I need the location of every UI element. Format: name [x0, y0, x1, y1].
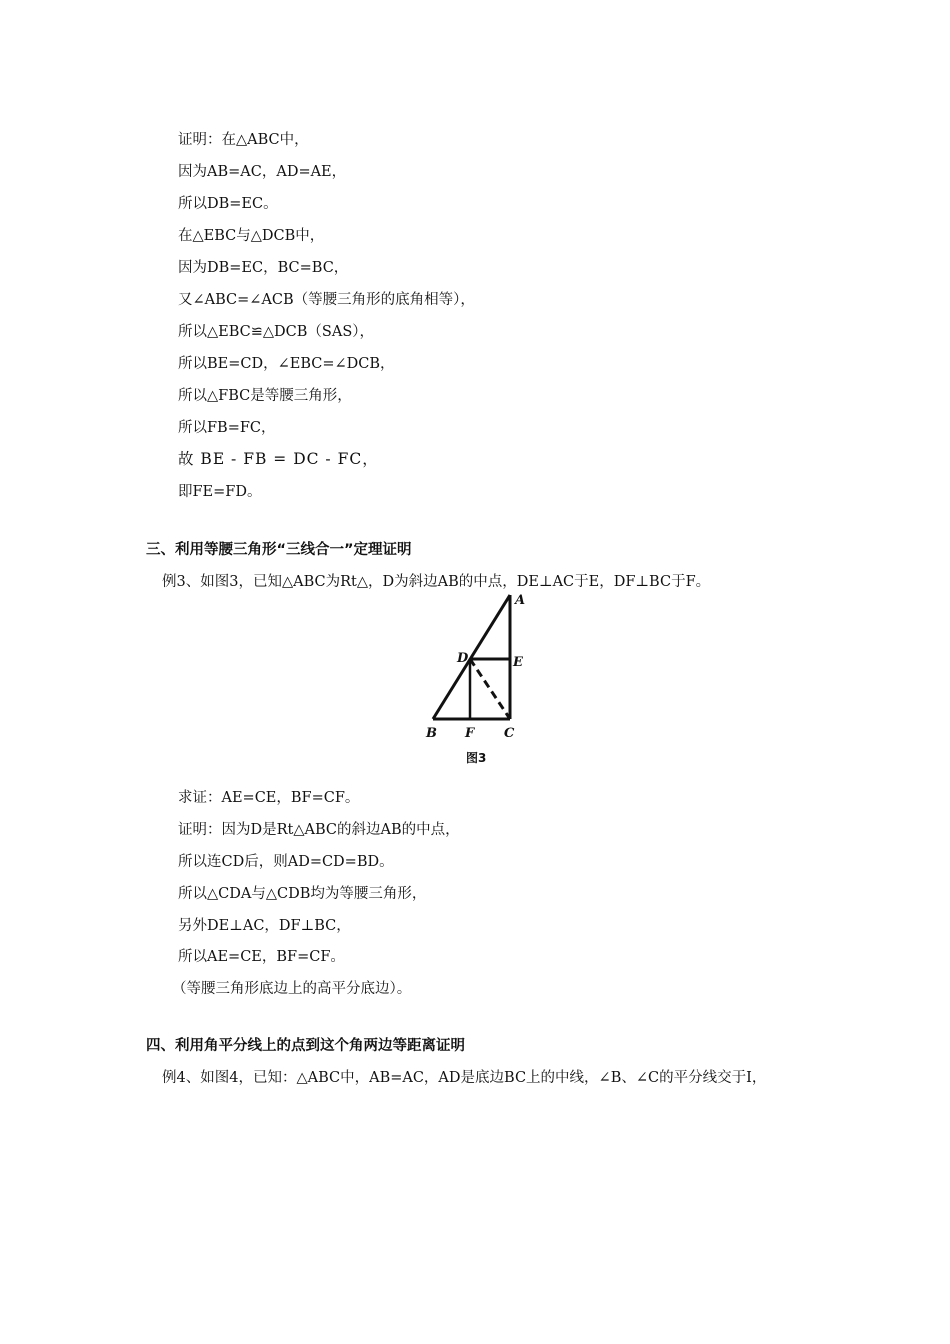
proof-line-4: 在△EBC与△DCB中， [178, 228, 325, 244]
proof3-line-1: 证明：因为D是Rt△ABC的斜边AB的中点， [178, 822, 460, 838]
proof-line-3: 所以DB=EC。 [178, 196, 278, 212]
proof-line-6: 又∠ABC=∠ACB（等腰三角形的底角相等）， [178, 292, 475, 308]
proof-line-9: 所以△FBC是等腰三角形， [178, 388, 352, 404]
proof-line-1: 证明：在△ABC中， [178, 132, 309, 148]
label-a: A [515, 593, 526, 608]
example-4-statement: 例4、如图4，已知：△ABC中，AB=AC，AD是底边BC上的中线，∠B、∠C的平分线交于I， [162, 1070, 767, 1086]
figure-3-diagram [420, 590, 540, 770]
proof-line-7: 所以△EBC≌△DCB（SAS）， [178, 324, 375, 340]
label-c: C [504, 726, 515, 741]
proof-line-8: 所以BE=CD，∠EBC=∠DCB， [178, 356, 395, 372]
example-3-statement: 例3、如图3，已知△ABC为Rt△，D为斜边AB的中点，DE⊥AC于E，DF⊥BC于F。 [162, 574, 711, 590]
figure-3-caption: 图3 [466, 751, 487, 765]
label-e: E [513, 655, 523, 670]
proof3-line-4: 另外DE⊥AC，DF⊥BC， [178, 918, 351, 934]
side-ab [433, 595, 510, 719]
section-heading-3: 三、利用等腰三角形“三线合一”定理证明 [146, 542, 412, 558]
proof3-line-2: 所以连CD后，则AD=CD=BD。 [178, 854, 394, 870]
segment-dc-dashed [470, 659, 510, 719]
proof-line-10: 所以FB=FC， [178, 420, 276, 436]
proof-line-5: 因为DB=EC，BC=BC， [178, 260, 349, 276]
proof-line-12: 即FE=FD。 [178, 484, 262, 500]
proof-line-2: 因为AB=AC，AD=AE， [178, 164, 347, 180]
label-b: B [426, 726, 437, 741]
proof3-note: （等腰三角形底边上的高平分底边）。 [172, 981, 412, 997]
proof-line-11: 故 BE - FB = DC - FC， [178, 450, 379, 468]
label-f: F [465, 726, 475, 741]
proof3-line-3: 所以△CDA与△CDB均为等腰三角形， [178, 886, 427, 902]
section-heading-4: 四、利用角平分线上的点到这个角两边等距离证明 [146, 1038, 465, 1054]
prove-line: 求证：AE=CE，BF=CF。 [178, 790, 360, 806]
proof3-line-5: 所以AE=CE，BF=CF。 [178, 949, 345, 965]
label-d: D [457, 651, 469, 666]
